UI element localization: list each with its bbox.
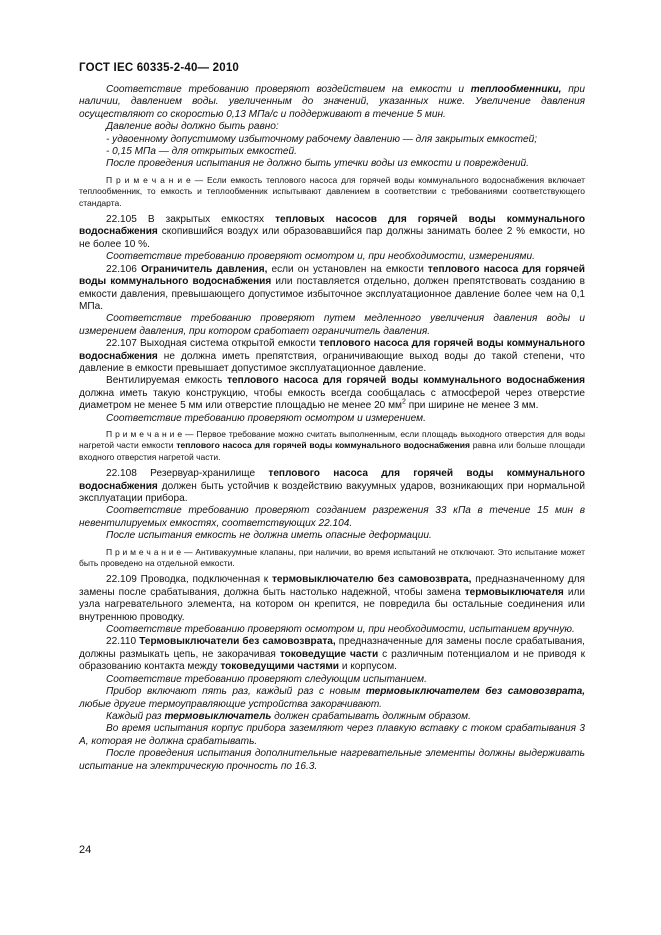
page-number: 24 (79, 844, 92, 856)
paragraph: Соответствие требованию проверяют осмотром и, при необходимости, испытанием вручную. (106, 624, 575, 636)
paragraph: Давление воды должно быть равно: (106, 121, 279, 133)
paragraph: Соответствие требованию проверяют путем медленного увеличения давления воды и измерением давления, при котором сработает ограничитель давления. (79, 313, 585, 337)
standard-code-header: ГОСТ IEC 60335-2-40— 2010 (79, 62, 240, 74)
note: П р и м е ч а н и е — Если емкость теплового насоса для горячей воды коммунального водоснабжения включает теплообменник, то емкость и теплообменник испытывают давлением в соответствии с требованиями соответствующего стандарта. (79, 174, 585, 208)
note: П р и м е ч а н и е — Первое требование можно считать выполненным, если площадь выходного отверстия для воды нагретой части емкости теплового насоса для горячей воды коммунального водоснабжения равна или больше площади входного отверстия нагретой части. (79, 428, 586, 462)
paragraph: Соответствие требованию проверяют созданием разрежения 33 кПа в течение 15 мин в невентилируемых емкостях, соответствующих 22.104. (79, 505, 585, 529)
paragraph: Соответствие требованию проверяют следующим испытанием. (106, 673, 427, 685)
clause-22-105: 22.105 В закрытых емкостях тепловых насосов для горячей воды коммунального водоснабжения скопившийся воздух или образовавшийся пар должны занимать более 2 % емкости, но не более 10 %. (79, 214, 585, 250)
paragraph: Каждый раз термовыключатель должен срабатывать должным образом. (106, 710, 471, 722)
paragraph: Во время испытания корпус прибора заземляют через плавкую вставку с током срабатывания 3 А, которая не должна срабатывать. (79, 723, 585, 747)
paragraph: После испытания емкость не должна иметь опасные деформации. (106, 530, 432, 542)
note: П р и м е ч а н и е — Антивакуумные клапаны, при наличии, во время испытаний не отключают. Это испытание может быть проведено на отдельной емкости. (79, 546, 585, 569)
list-item: - 0,15 МПа — для открытых емкостей. (106, 146, 297, 158)
clause-22-109: 22.109 Проводка, подключенная к термовыключателю без самовозврата, предназначенному для замены после срабатывания, должна быть настолько надежной, чтобы замена термовыключателя или узла нагревательного элемента, на котором он крепится, не повредила бы остальные соединения или внутреннюю проводку. (79, 574, 585, 623)
paragraph: Соответствие требованию проверяют осмотром и, при необходимости, измерениями. (106, 251, 535, 263)
paragraph: Соответствие требованию проверяют осмотром и измерением. (106, 412, 426, 424)
clause-22-110: 22.110 Термовыключатели без самовозврата, предназначенные для замены после срабатывания, должны размыкать цепь, не закорачивая токоведущие части с различным потенциалом и не приводя к образованию контакта между токоведущими частями и корпусом. (79, 636, 585, 673)
document-body (79, 84, 585, 773)
paragraph: Вентилируемая емкость теплового насоса для горячей воды коммунального водоснабжения должна иметь такую конструкцию, чтобы емкость всегда сообщалась с атмосферой через отверстие диаметром не менее 5 мм или отверстие площадью не менее 20 $мм^2$ при ширине не менее 3 мм. (79, 375, 585, 412)
paragraph: После проведения испытания дополнительные нагревательные элементы должны выдерживать испытание на электрическую прочность по 16.3. (79, 748, 585, 772)
clause-22-106: 22.106 Ограничитель давления, если он установлен на емкости теплового насоса для горячей воды коммунального водоснабжения или поставляется отдельно, должен препятствовать созданию в емкости давления, превышающего допустимое избыточное эксплуатационное давление более чем на 0,1 МПа. (79, 263, 586, 312)
list-item: - удвоенному допустимому избыточному рабочему давлению — для закрытых емкостей; (106, 133, 538, 145)
clause-22-108: 22.108 Резервуар-хранилище теплового насоса для горячей воды коммунального водоснабжения должен быть устойчив к воздействию вакуумных ударов, возникающих при нормальной эксплуатации прибора. (79, 468, 586, 504)
paragraph: Прибор включают пять раз, каждый раз с новым термовыключателем без самовозврата, любые другие термоуправляющие устройства закорачивают. (79, 686, 586, 710)
paragraph: Соответствие требованию проверяют воздействием на емкости и теплообменники, при наличии, давлением воды. увеличенным до значений, указанных ниже. Увеличение давления осуществляют со скоростью 0,13 МПа/с и поддерживают в течение 5 мин. (79, 84, 585, 120)
paragraph: После проведения испытания не должно быть утечки воды из емкости и повреждений. (106, 158, 529, 170)
clause-22-107: 22.107 Выходная система открытой емкости теплового насоса для горячей воды коммунального водоснабжения не должна иметь препятствия, ограничивающие выход воды до такой степени, что давление в емкости превышает допустимое эксплуатационное давление. (79, 338, 585, 374)
